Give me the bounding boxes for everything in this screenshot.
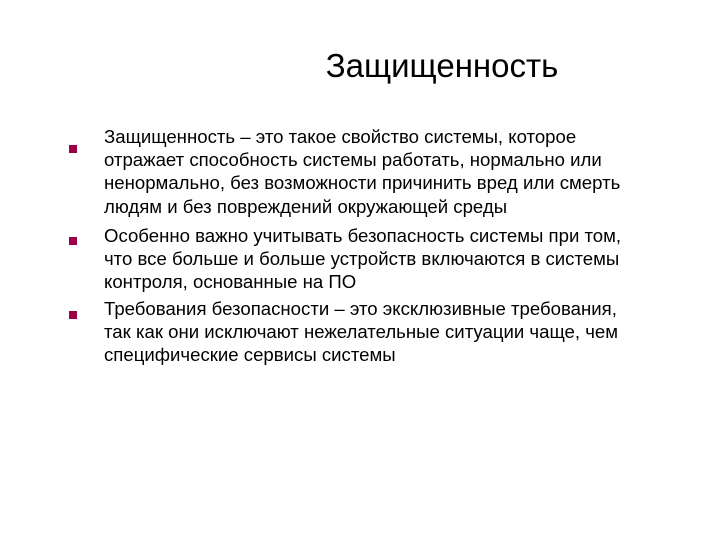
bullet-text: Особенно важно учитывать безопасность системы при том, что все больше и больше устройств включаются в системы контроля, основанные на ПО [104,225,622,293]
square-bullet-icon [69,237,77,245]
square-bullet-icon [69,311,77,319]
square-bullet-icon [69,145,77,153]
bullet-text: Защищенность – это такое свойство системы, которое отражает способность системы работать, нормально или ненормально, без возможности причинить вред или смерть людям и без повреждений окружающей среды [104,126,621,217]
slide-title: Защищенность [325,47,559,84]
bullet-text: Требования безопасности – это эксклюзивные требования, так как они исключают нежелательные ситуации чаще, чем специфические сервисы системы [104,298,619,366]
